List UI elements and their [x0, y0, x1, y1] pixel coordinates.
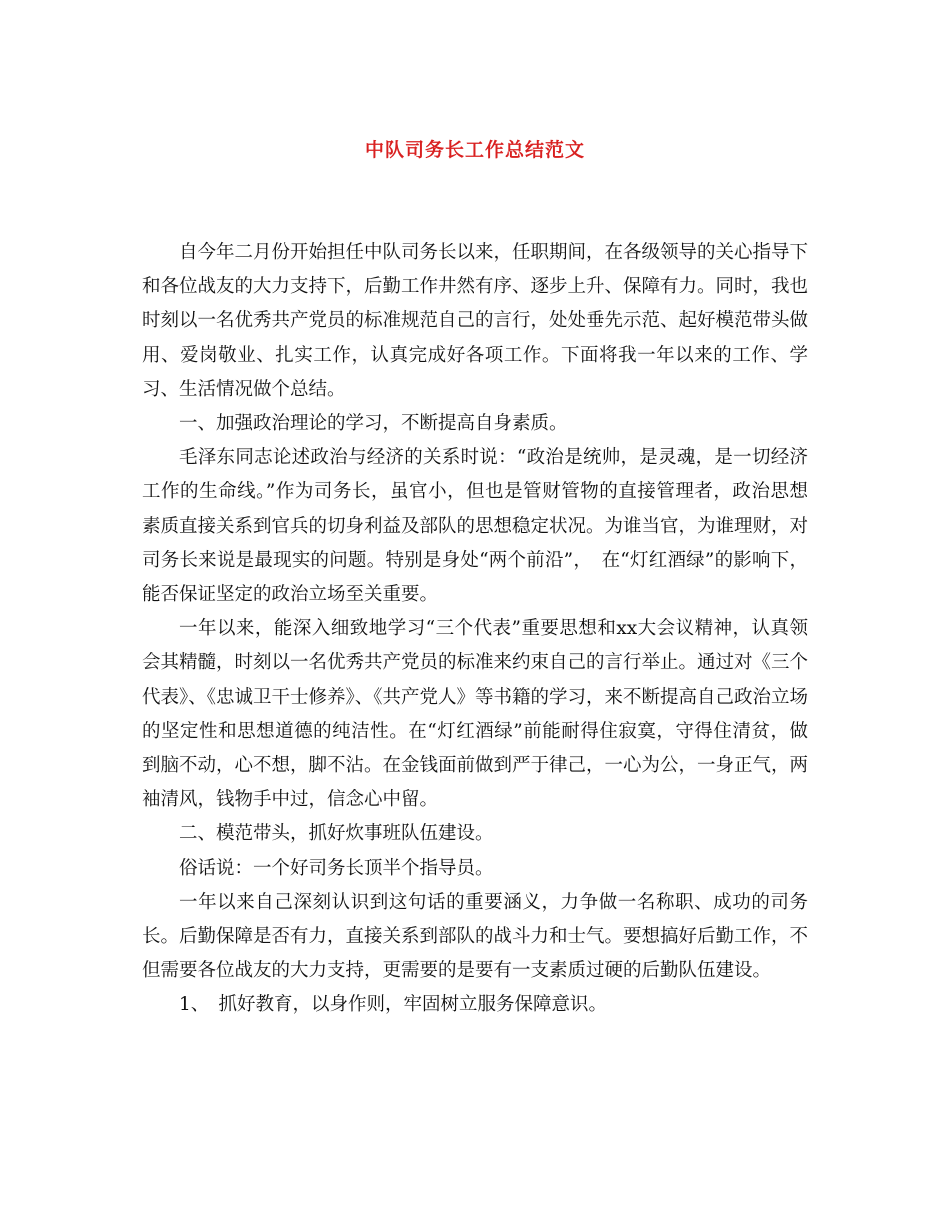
- paragraph-study: 一年以来，能深入细致地学习“三个代表”重要思想和xx大会议精神，认真领会其精髓，时刻以一名优秀共产党员的标准来约束自己的言行举止。通过对《三个代表》、《忠诚卫干士修养》、《共产党人》等书籍的学习，来不断提高自己政治立场的坚定性和思想道德的纯洁性。在“灯红酒绿”前能耐得住寂寞，守得住清贫，做到脑不动，心不想，脚不沾。在金钱面前做到严于律己，一心为公，一身正气，两袖清风，钱物手中过，信念心中留。: [142, 618, 809, 811]
- paragraph-logistics: 一年以来自己深刻认识到这句话的重要涵义，力争做一名称职、成功的司务长。后勤保障是否有力，直接关系到部队的战斗力和士气。要想搞好后勤工作，不但需要各位战友的大力支持，更需要的是要有一支素质过硬的后勤队伍建设。: [142, 891, 809, 982]
- document-title: 中队司务长工作总结范文: [364, 139, 585, 161]
- paragraph-mao-quote: 毛泽东同志论述政治与经济的关系时说：“政治是统帅，是灵魂，是一切经济工作的生命线。”作为司务长，虽官小，但也是管财管物的直接管理者，政治思想素质直接关系到官兵的切身利益及部队的思想稳定状况。为谁当官，为谁理财，对司务长来说是最现实的问题。特别是身处“两个前沿”， 在“灯红酒绿”的影响下，能否保证坚定的政治立场至关重要。: [142, 447, 809, 606]
- section-heading-1: 一、加强政治理论的学习，不断提高自身素质。: [179, 413, 568, 435]
- document-body: [142, 236, 808, 1023]
- paragraph-saying: 俗话说：一个好司务长顶半个指导员。: [179, 857, 494, 879]
- paragraph-intro: 自今年二月份开始担任中队司务长以来，任职期间，在各级领导的关心指导下和各位战友的大力支持下，后勤工作井然有序、逐步上升、保障有力。同时，我也时刻以一名优秀共产党员的标准规范自己的言行，处处垂先示范、起好模范带头做用、爱岗敬业、扎实工作，认真完成好各项工作。下面将我一年以来的工作、学习、生活情况做个总结。: [142, 242, 809, 400]
- list-item-1: 1、 抓好教育，以身作则，牢固树立服务保障意识。: [179, 994, 608, 1016]
- section-heading-2: 二、模范带头，抓好炊事班队伍建设。: [179, 823, 494, 845]
